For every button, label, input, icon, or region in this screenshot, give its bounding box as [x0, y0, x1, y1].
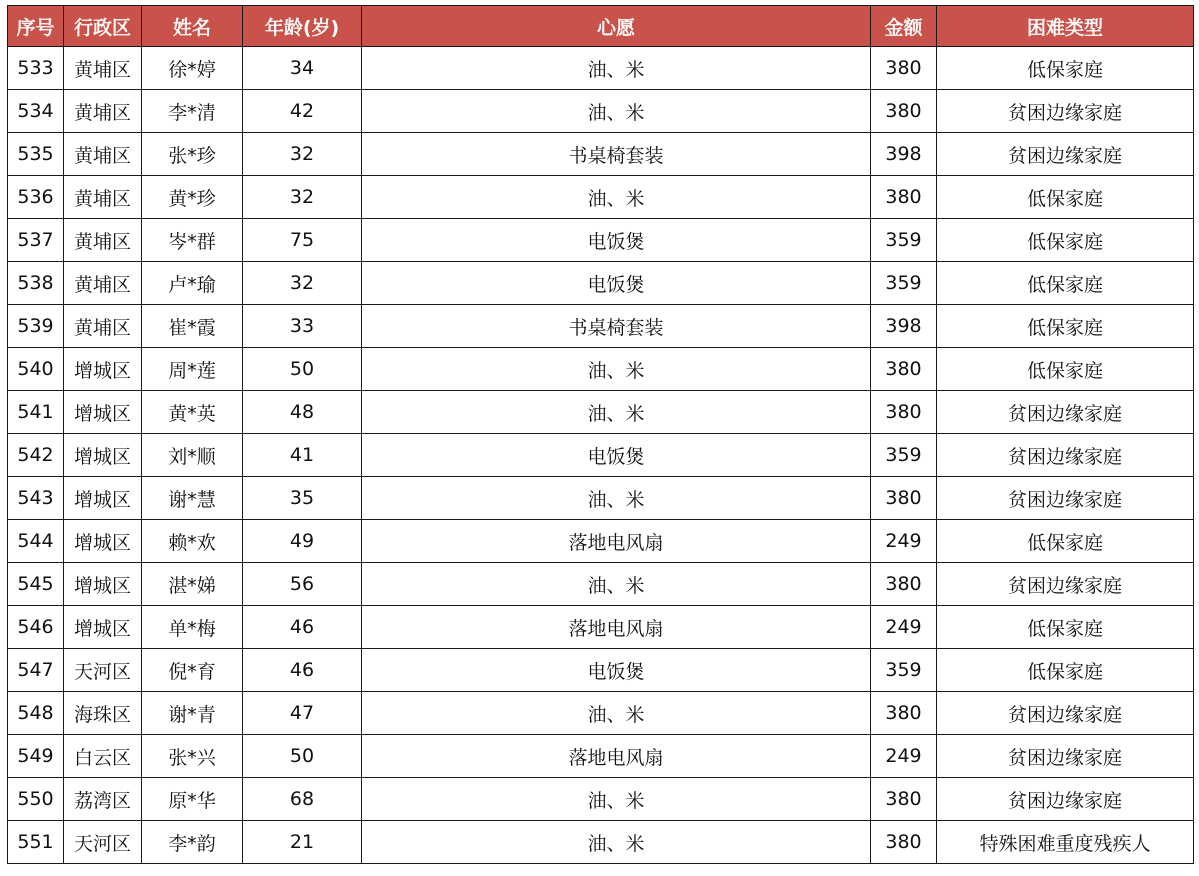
cell-wish: 电饭煲 — [362, 434, 871, 477]
cell-wish: 书桌椅套装 — [362, 133, 871, 176]
cell-index: 538 — [8, 262, 64, 305]
cell-age: 32 — [243, 133, 362, 176]
cell-index: 537 — [8, 219, 64, 262]
cell-wish: 油、米 — [362, 47, 871, 90]
table-row — [8, 821, 1194, 864]
cell-age: 33 — [243, 305, 362, 348]
table-row — [8, 520, 1194, 563]
cell-index: 546 — [8, 606, 64, 649]
cell-age: 46 — [243, 649, 362, 692]
cell-district: 黄埔区 — [64, 176, 142, 219]
cell-hardship-type: 低保家庭 — [937, 649, 1194, 692]
cell-amount: 380 — [871, 47, 937, 90]
cell-wish: 书桌椅套装 — [362, 305, 871, 348]
cell-name: 张*兴 — [142, 735, 243, 778]
cell-age: 34 — [243, 47, 362, 90]
cell-wish: 油、米 — [362, 778, 871, 821]
cell-index: 533 — [8, 47, 64, 90]
table-row — [8, 305, 1194, 348]
table-row — [8, 47, 1194, 90]
cell-amount: 380 — [871, 391, 937, 434]
cell-amount: 398 — [871, 305, 937, 348]
cell-district: 黄埔区 — [64, 262, 142, 305]
cell-wish: 油、米 — [362, 391, 871, 434]
cell-hardship-type: 贫困边缘家庭 — [937, 563, 1194, 606]
table-row — [8, 649, 1194, 692]
cell-name: 周*莲 — [142, 348, 243, 391]
cell-name: 岑*群 — [142, 219, 243, 262]
table-body — [8, 47, 1194, 864]
cell-wish: 油、米 — [362, 90, 871, 133]
column-header-name: 姓名 — [142, 6, 243, 47]
cell-hardship-type: 贫困边缘家庭 — [937, 90, 1194, 133]
cell-index: 543 — [8, 477, 64, 520]
table-row — [8, 133, 1194, 176]
cell-index: 544 — [8, 520, 64, 563]
table-row — [8, 391, 1194, 434]
cell-wish: 油、米 — [362, 176, 871, 219]
cell-name: 刘*顺 — [142, 434, 243, 477]
table-row — [8, 434, 1194, 477]
cell-hardship-type: 贫困边缘家庭 — [937, 778, 1194, 821]
cell-wish: 油、米 — [362, 477, 871, 520]
table-row — [8, 90, 1194, 133]
column-header-district: 行政区 — [64, 6, 142, 47]
cell-hardship-type: 低保家庭 — [937, 305, 1194, 348]
cell-age: 47 — [243, 692, 362, 735]
table-row — [8, 735, 1194, 778]
table-row — [8, 348, 1194, 391]
cell-amount: 359 — [871, 219, 937, 262]
table-row — [8, 778, 1194, 821]
cell-district: 荔湾区 — [64, 778, 142, 821]
cell-hardship-type: 贫困边缘家庭 — [937, 434, 1194, 477]
column-header-hardship-type: 困难类型 — [937, 6, 1194, 47]
cell-hardship-type: 低保家庭 — [937, 520, 1194, 563]
cell-district: 海珠区 — [64, 692, 142, 735]
cell-age: 56 — [243, 563, 362, 606]
cell-wish: 落地电风扇 — [362, 520, 871, 563]
table-row — [8, 477, 1194, 520]
cell-index: 549 — [8, 735, 64, 778]
cell-age: 68 — [243, 778, 362, 821]
cell-age: 42 — [243, 90, 362, 133]
cell-district: 黄埔区 — [64, 90, 142, 133]
cell-amount: 359 — [871, 649, 937, 692]
cell-index: 534 — [8, 90, 64, 133]
cell-hardship-type: 贫困边缘家庭 — [937, 735, 1194, 778]
cell-name: 卢*瑜 — [142, 262, 243, 305]
cell-name: 谢*青 — [142, 692, 243, 735]
cell-district: 增城区 — [64, 606, 142, 649]
cell-wish: 油、米 — [362, 692, 871, 735]
table-row — [8, 176, 1194, 219]
column-header-age: 年龄(岁) — [243, 6, 362, 47]
cell-name: 原*华 — [142, 778, 243, 821]
cell-age: 50 — [243, 735, 362, 778]
cell-name: 赖*欢 — [142, 520, 243, 563]
cell-hardship-type: 贫困边缘家庭 — [937, 692, 1194, 735]
cell-hardship-type: 低保家庭 — [937, 47, 1194, 90]
cell-hardship-type: 特殊困难重度残疾人 — [937, 821, 1194, 864]
cell-index: 547 — [8, 649, 64, 692]
cell-amount: 380 — [871, 692, 937, 735]
wish-list-table — [7, 5, 1194, 864]
cell-hardship-type: 低保家庭 — [937, 348, 1194, 391]
cell-district: 黄埔区 — [64, 133, 142, 176]
cell-district: 天河区 — [64, 821, 142, 864]
cell-name: 谢*慧 — [142, 477, 243, 520]
column-header-index: 序号 — [8, 6, 64, 47]
cell-name: 张*珍 — [142, 133, 243, 176]
cell-district: 黄埔区 — [64, 47, 142, 90]
cell-hardship-type: 低保家庭 — [937, 606, 1194, 649]
cell-amount: 359 — [871, 262, 937, 305]
cell-age: 32 — [243, 176, 362, 219]
cell-district: 增城区 — [64, 520, 142, 563]
cell-name: 徐*婷 — [142, 47, 243, 90]
cell-amount: 380 — [871, 477, 937, 520]
cell-name: 黄*珍 — [142, 176, 243, 219]
cell-wish: 电饭煲 — [362, 262, 871, 305]
cell-name: 倪*育 — [142, 649, 243, 692]
cell-age: 46 — [243, 606, 362, 649]
cell-wish: 落地电风扇 — [362, 735, 871, 778]
cell-district: 增城区 — [64, 434, 142, 477]
column-header-amount: 金额 — [871, 6, 937, 47]
cell-district: 增城区 — [64, 391, 142, 434]
cell-age: 35 — [243, 477, 362, 520]
cell-district: 增城区 — [64, 348, 142, 391]
cell-district: 增城区 — [64, 563, 142, 606]
cell-index: 540 — [8, 348, 64, 391]
cell-name: 李*清 — [142, 90, 243, 133]
cell-hardship-type: 贫困边缘家庭 — [937, 133, 1194, 176]
cell-index: 545 — [8, 563, 64, 606]
cell-index: 536 — [8, 176, 64, 219]
column-header-wish: 心愿 — [362, 6, 871, 47]
cell-district: 增城区 — [64, 477, 142, 520]
cell-index: 542 — [8, 434, 64, 477]
cell-name: 单*梅 — [142, 606, 243, 649]
cell-age: 49 — [243, 520, 362, 563]
cell-index: 548 — [8, 692, 64, 735]
cell-age: 50 — [243, 348, 362, 391]
cell-hardship-type: 低保家庭 — [937, 219, 1194, 262]
cell-index: 541 — [8, 391, 64, 434]
table-row — [8, 692, 1194, 735]
cell-index: 539 — [8, 305, 64, 348]
cell-amount: 249 — [871, 520, 937, 563]
cell-amount: 398 — [871, 133, 937, 176]
cell-district: 白云区 — [64, 735, 142, 778]
cell-amount: 380 — [871, 821, 937, 864]
cell-wish: 油、米 — [362, 563, 871, 606]
cell-amount: 380 — [871, 90, 937, 133]
cell-age: 41 — [243, 434, 362, 477]
cell-wish: 油、米 — [362, 348, 871, 391]
cell-name: 湛*娣 — [142, 563, 243, 606]
cell-amount: 380 — [871, 176, 937, 219]
table-row — [8, 262, 1194, 305]
cell-hardship-type: 贫困边缘家庭 — [937, 391, 1194, 434]
cell-district: 天河区 — [64, 649, 142, 692]
cell-wish: 电饭煲 — [362, 219, 871, 262]
cell-wish: 电饭煲 — [362, 649, 871, 692]
cell-amount: 380 — [871, 348, 937, 391]
table-row — [8, 606, 1194, 649]
cell-hardship-type: 低保家庭 — [937, 176, 1194, 219]
header-row — [8, 6, 1194, 47]
cell-hardship-type: 低保家庭 — [937, 262, 1194, 305]
cell-wish: 油、米 — [362, 821, 871, 864]
cell-amount: 380 — [871, 778, 937, 821]
cell-age: 21 — [243, 821, 362, 864]
cell-amount: 249 — [871, 735, 937, 778]
cell-name: 李*韵 — [142, 821, 243, 864]
cell-hardship-type: 贫困边缘家庭 — [937, 477, 1194, 520]
cell-name: 黄*英 — [142, 391, 243, 434]
cell-district: 黄埔区 — [64, 219, 142, 262]
cell-amount: 380 — [871, 563, 937, 606]
cell-age: 75 — [243, 219, 362, 262]
table-row — [8, 219, 1194, 262]
cell-wish: 落地电风扇 — [362, 606, 871, 649]
cell-amount: 359 — [871, 434, 937, 477]
table-row — [8, 563, 1194, 606]
cell-age: 32 — [243, 262, 362, 305]
cell-age: 48 — [243, 391, 362, 434]
cell-index: 551 — [8, 821, 64, 864]
cell-index: 550 — [8, 778, 64, 821]
cell-index: 535 — [8, 133, 64, 176]
cell-district: 黄埔区 — [64, 305, 142, 348]
cell-name: 崔*霞 — [142, 305, 243, 348]
cell-amount: 249 — [871, 606, 937, 649]
